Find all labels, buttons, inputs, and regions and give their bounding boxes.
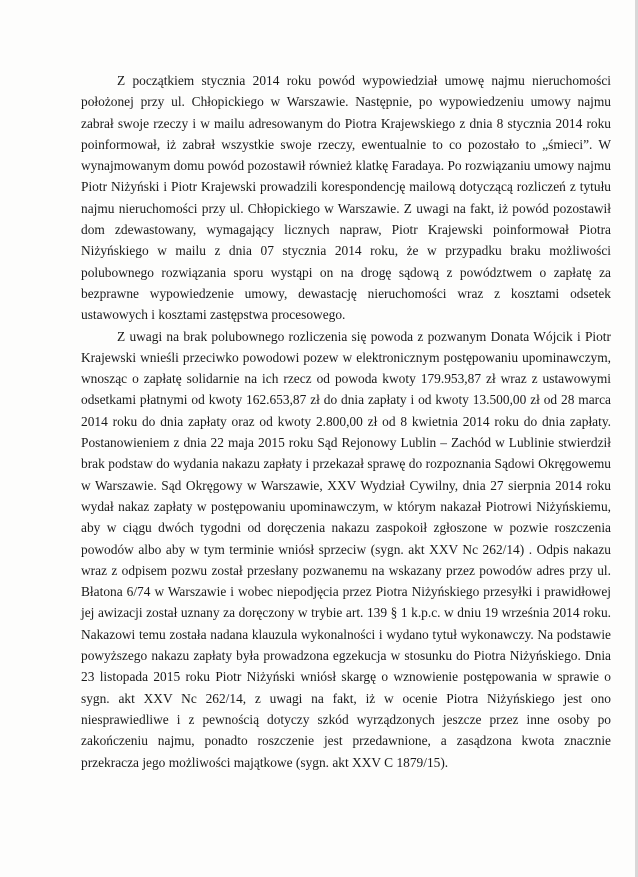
paragraph-2: Z uwagi na brak polubownego rozliczenia się powoda z pozwanym Donata Wójcik i Piotr Krajewski wnieśli przeciwko powodowi pozew w elektronicznym postępowaniu upominawczym, wnosząc o zapłatę solidarnie na ich rzecz od powoda kwoty 179.953,87 zł wraz z ustawowymi odsetkami płatnymi od kwoty 162.653,87 zł do dnia zapłaty i od kwoty 13.500,00 zł od 28 marca 2014 roku do dnia zapłaty oraz od kwoty 2.800,00 zł od 8 kwietnia 2014 roku do dnia zapłaty. Postanowieniem z dnia 22 maja 2015 roku Sąd Rejonowy Lublin – Zachód w Lublinie stwierdził brak podstaw do wydania nakazu zapłaty i przekazał sprawę do rozpoznania Sądowi Okręgowemu w Warszawie. Sąd Okręgowy w Warszawie, XXV Wydział Cywilny, dnia 27 sierpnia 2014 roku wydał nakaz zapłaty w postępowaniu upominawczym, w którym nakazał Piotrowi Niżyńskiemu, aby w ciągu dwóch tygodni od doręczenia nakazu zaspokoił zgłoszone w pozwie roszczenia powodów albo aby w tym terminie wniósł sprzeciw (sygn. akt XXV Nc 262/14) . Odpis nakazu wraz z odpisem pozwu został przesłany pozwanemu na wskazany przez powodów adres przy ul. Błatona 6/74 w Warszawie i wobec niepodjęcia przez Piotra Niżyńskiego przesyłki i prawidłowej jej awizacji został uznany za doręczony w trybie art. 139 § 1 k.p.c. w dniu 19 września 2014 roku. Nakazowi temu została nadana klauzula wykonalności i wydano tytuł wykonawczy. Na podstawie powyższego nakazu zapłaty była prowadzona egzekucja w stosunku do Piotra Niżyńskiego. Dnia 23 listopada 2015 roku Piotr Niżyński wniósł skargę o wznowienie postępowania w sprawie o sygn. akt XXV Nc 262/14, z uwagi na fakt, iż w ocenie Piotra Niżyńskiego jest ono niesprawiedliwe i z pewnością dotyczy szkód wyrządzonych jeszcze przez inne osoby po zakończeniu najmu, ponadto roszczenie jest przedawnione, a zasądzona kwota znacznie przekracza jego możliwości majątkowe (sygn. akt XXV C 1879/15). bbox=[81, 328, 611, 770]
document-body bbox=[81, 70, 611, 773]
paragraph-1: Z początkiem stycznia 2014 roku powód wypowiedział umowę najmu nieruchomości położonej przy ul. Chłopickiego w Warszawie. Następnie, po wypowiedzeniu umowy najmu zabrał swoje rzeczy i w mailu adresowanym do Piotra Krajewskiego z dnia 8 stycznia 2014 roku poinformował, iż zabrał wszystkie swoje rzeczy, ewentualnie to co pozostało to „śmieci”. W wynajmowanym domu powód pozostawił również klatkę Faradaya. Po rozwiązaniu umowy najmu Piotr Niżyński i Piotr Krajewski prowadzili korespondencję mailową dotyczącą rozliczeń z tytułu najmu nieruchomości przy ul. Chłopickiego w Warszawie. Z uwagi na fakt, iż powód pozostawił dom zdewastowany, wymagający licznych napraw, Piotr Krajewski poinformował Piotra Niżyńskiego w mailu z dnia 07 stycznia 2014 roku, że w przypadku braku możliwości polubownego rozwiązania sporu wystąpi on na drogę sądową z powództwem o zapłatę za bezprawne wypowiedzenie umowy, dewastację nieruchomości wraz z kosztami odsetek ustawowych i kosztami zastępstwa procesowego. bbox=[81, 73, 611, 323]
